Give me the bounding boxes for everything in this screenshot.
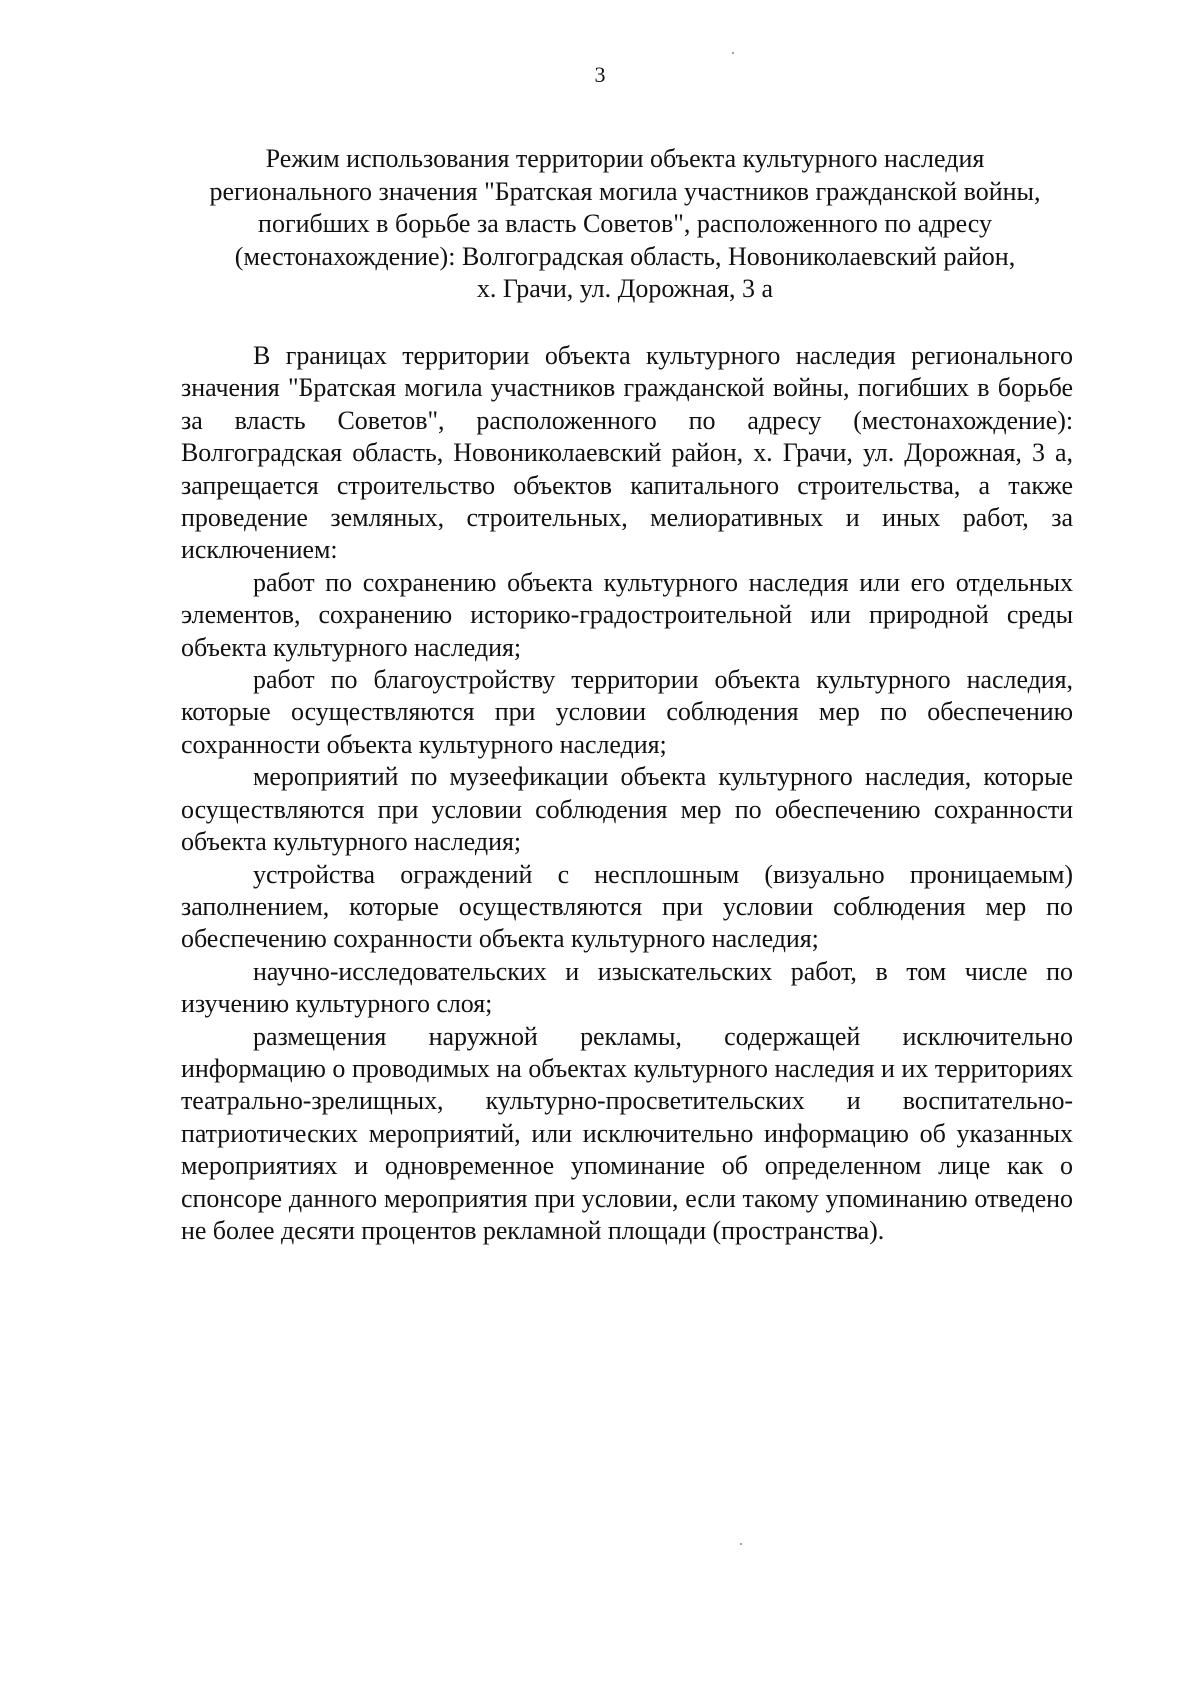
document-title <box>175 143 1075 306</box>
scan-speck <box>732 52 734 54</box>
title-line: (местонахождение): Волгоградская область, Новониколаевский район, <box>234 241 1016 271</box>
page-number: 3 <box>594 62 606 87</box>
paragraph-exception-advertising: размещения наружной рекламы, содержащей исключительно информацию о проводимых на объектах культурного наследия и их территориях театрально-зрелищных, культурно-просветительских и воспитательно-патриотических мероприятий, или исключительно информацию об указанных мероприятиях и одновременное упоминание об определенном лице как о спонсоре данного мероприятия при условии, если такому упоминанию отведено не более десяти процентов рекламной площади (пространства). <box>181 1021 1073 1245</box>
paragraph-exception-fencing: устройства ограждений с несплошным (визуально проницаемым) заполнением, которые осуществляются при условии соблюдения мер по обеспечению сохранности объекта культурного наследия; <box>181 859 1073 954</box>
title-line: регионального значения "Братская могила участников гражданской войны, <box>209 176 1041 206</box>
title-line: погибших в борьбе за власть Советов", расположенного по адресу <box>258 209 992 238</box>
document-body <box>181 340 1073 1247</box>
title-line: х. Грачи, ул. Дорожная, 3 а <box>476 274 774 303</box>
paragraph-exception-museumification: мероприятий по музеефикации объекта культурного наследия, которые осуществляются при условии соблюдения мер по обеспечению сохранности объекта культурного наследия; <box>181 762 1073 857</box>
paragraph-exception-preservation: работ по сохранению объекта культурного наследия или его отдельных элементов, сохранению историко-градостроительной или природной среды объекта культурного наследия; <box>181 567 1073 662</box>
paragraph-exception-research: научно-исследовательских и изыскательских работ, в том числе по изучению культурного слоя; <box>181 956 1073 1019</box>
paragraph-intro: В границах территории объекта культурного наследия регионального значения "Братская могила участников гражданской войны, погибших в борьбе за власть Советов", расположенного по адресу (местонахождение): Волгоградская область, Новониколаевский район, х. Грачи, ул. Дорожная, 3 а, запрещается строительство объектов капитального строительства, а также проведение земляных, строительных, мелиоративных и иных работ, за исключением: <box>181 341 1073 565</box>
title-line: Режим использования территории объекта культурного наследия <box>265 144 985 173</box>
scan-speck <box>740 1543 742 1545</box>
paragraph-exception-landscaping: работ по благоустройству территории объекта культурного наследия, которые осуществляются при условии соблюдения мер по обеспечению сохранности объекта культурного наследия; <box>181 665 1073 759</box>
